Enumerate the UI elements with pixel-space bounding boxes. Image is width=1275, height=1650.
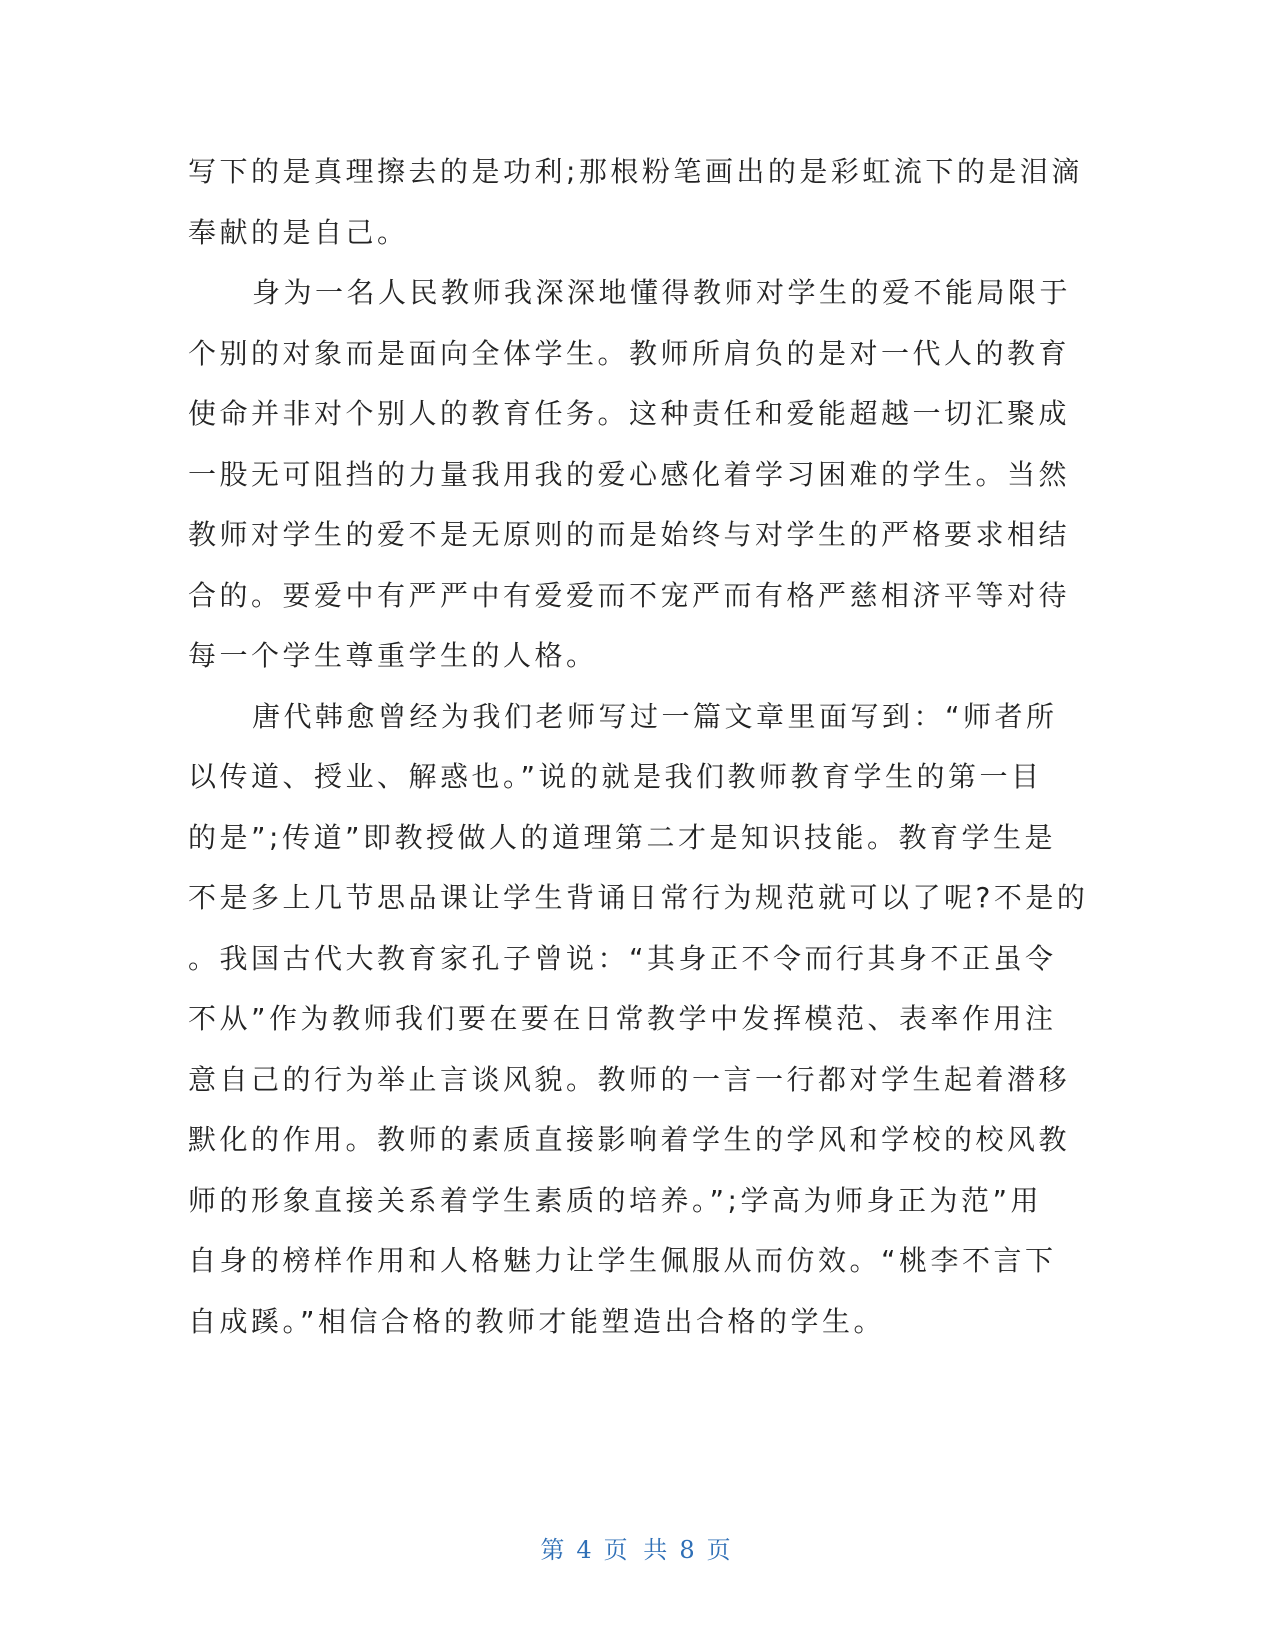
text-line: 意自己的行为举止言谈风貌。教师的一言一行都对学生起着潜移 [188, 1062, 1071, 1096]
total-pages-number: 8 [679, 1536, 699, 1564]
text-line: 合的。要爱中有严严中有爱爱而不宠严而有格严慈相济平等对待 [188, 578, 1071, 612]
footer-prefix: 第 [540, 1536, 569, 1564]
text-line: 师的形象直接关系着学生素质的培养。”;学高为师身正为范”用 [188, 1183, 1042, 1217]
text-line: 使命并非对个别人的教育任务。这种责任和爱能超越一切汇聚成 [188, 397, 1071, 430]
footer-middle: 页 共 [603, 1536, 672, 1564]
text-line: 不从”作为教师我们要在要在日常教学中发挥模范、表率作用注 [188, 1002, 1057, 1035]
text-line: 写下的是真理擦去的是功利;那根粉笔画出的是彩虹流下的是泪滴 [188, 155, 1083, 188]
text-line: 教师对学生的爱不是无原则的而是始终与对学生的严格要求相结 [188, 518, 1071, 551]
paragraph-start-line: 身为一名人民教师我深深地懂得教师对学生的爱不能局限于 [252, 276, 1072, 309]
text-line: 不是多上几节思品课让学生背诵日常行为规范就可以了呢?不是的 [188, 881, 1089, 914]
text-line: 奉献的是自己。 [188, 215, 409, 249]
text-line: 每一个学生尊重学生的人格。 [188, 639, 598, 672]
text-line: 默化的作用。教师的素质直接影响着学生的学风和学校的校风教 [188, 1123, 1071, 1156]
text-line: 以传道、授业、解惑也。”说的就是我们教师教育学生的第一目 [188, 760, 1043, 793]
page-number-footer [0, 1530, 1275, 1565]
text-line: 自身的榜样作用和人格魅力让学生佩服从而仿效。“桃李不言下 [188, 1244, 1057, 1277]
text-line: 个别的对象而是面向全体学生。教师所肩负的是对一代人的教育 [188, 336, 1071, 370]
document-body [188, 142, 1089, 1352]
text-line: 自成蹊。”相信合格的教师才能塑造出合格的学生。 [188, 1304, 886, 1338]
text-line: 的是”;传道”即教授做人的道理第二才是知识技能。教育学生是 [188, 820, 1056, 854]
paragraph-start-line: 唐代韩愈曾经为我们老师写过一篇文章里面写到：“师者所 [252, 699, 1058, 733]
text-line: 一股无可阻挡的力量我用我的爱心感化着学习困难的学生。当然 [188, 457, 1071, 491]
footer-suffix: 页 [706, 1536, 735, 1564]
current-page-number: 4 [576, 1536, 596, 1564]
text-line: 。我国古代大教育家孔子曾说：“其身正不令而行其身不正虽令 [188, 941, 1057, 975]
